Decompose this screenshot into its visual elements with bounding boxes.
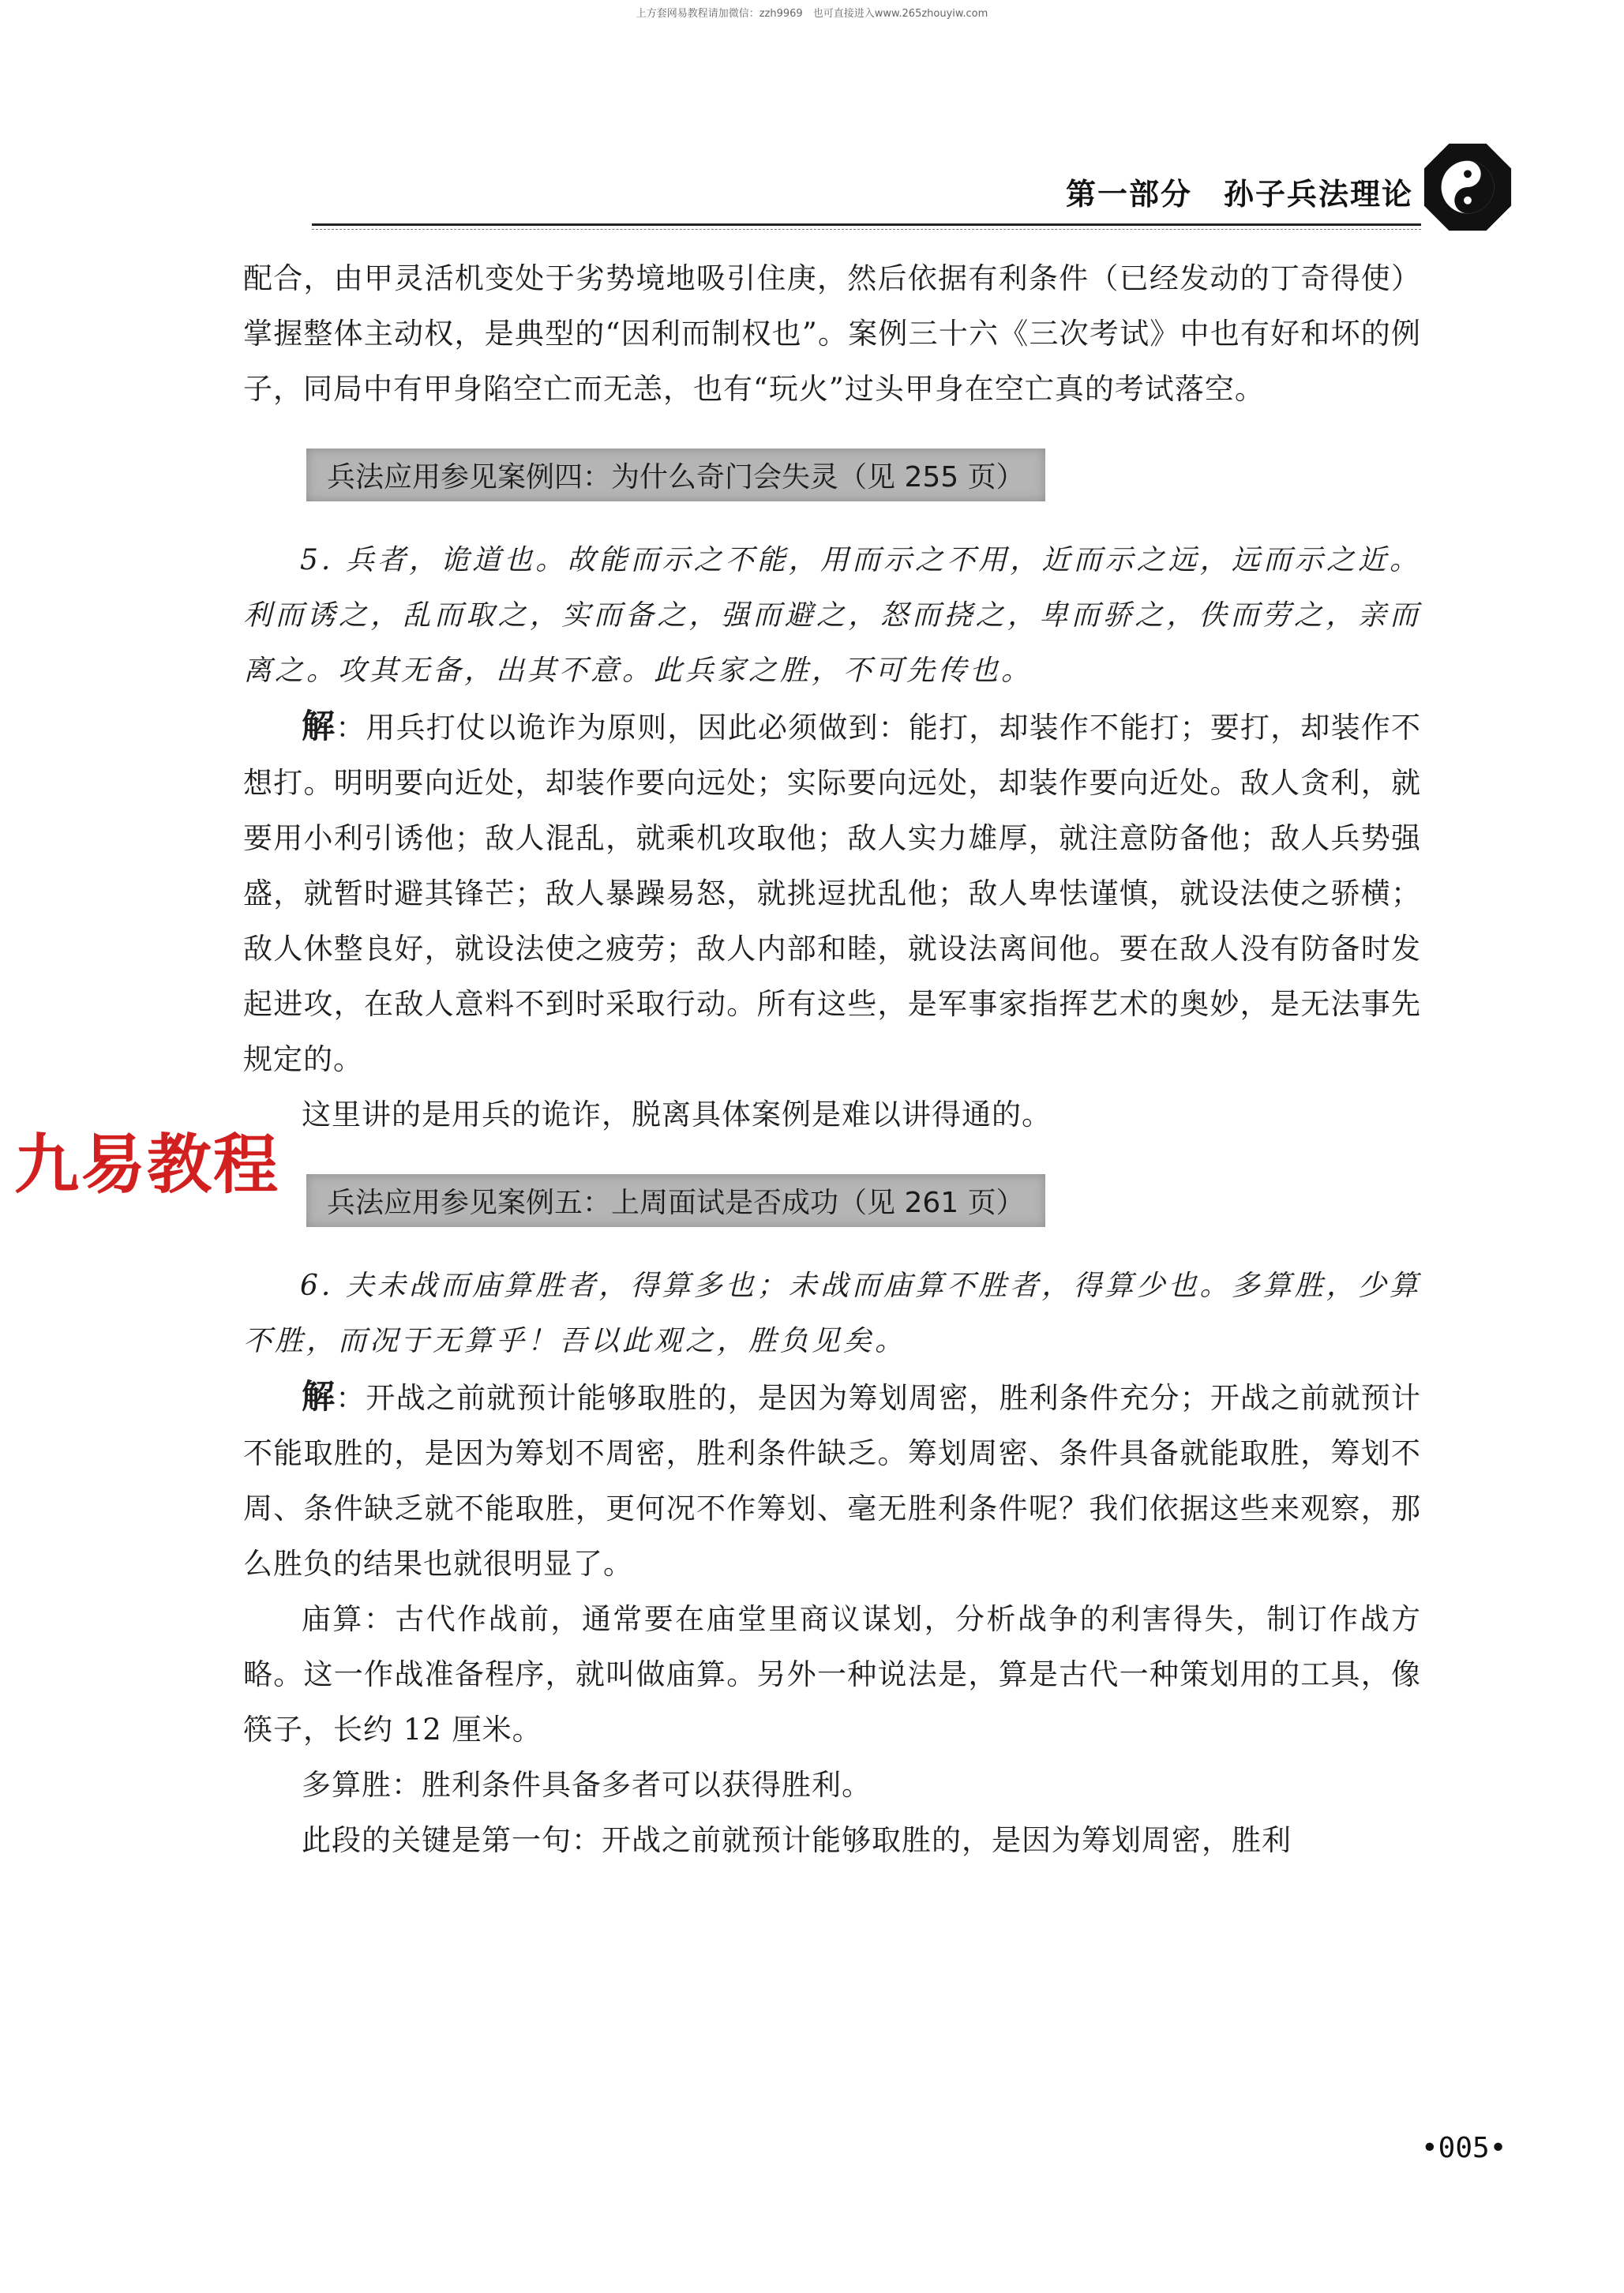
header-section: 第一部分 xyxy=(1065,177,1192,212)
explanation-label: 解 xyxy=(302,1377,336,1416)
classic-quote-6: 6. 夫未战而庙算胜者，得算多也；未战而庙算不胜者，得算少也。多算胜，少算不胜，而况于无算乎！吾以此观之，胜负见矣。 xyxy=(243,1270,1421,1357)
watermark: 九易教程 xyxy=(14,1128,280,1203)
key-point: 此段的关键是第一句：开战之前就预计能够取胜的，是因为筹划周密，胜利 xyxy=(302,1823,1292,1857)
case-reference-banner-5: 兵法应用参见案例五：上周面试是否成功（见 261 页） xyxy=(306,1174,1045,1227)
note-5: 这里讲的是用兵的诡诈，脱离具体案例是难以讲得通的。 xyxy=(302,1098,1052,1131)
paragraph-intro: 配合，由甲灵活机变处于劣势境地吸引住庚，然后依据有利条件（已经发动的丁奇得使）掌握整体主动权，是典型的“因利而制权也”。案例三十六《三次考试》中也有好和坏的例子，同局中有甲身陷空亡而无恙，也有“玩火”过头甲身在空亡真的考试落空。 xyxy=(243,261,1421,406)
classic-quote-5: 5. 兵者，诡道也。故能而示之不能，用而示之不用，近而示之远，远而示之近。利而诱之，乱而取之，实而备之，强而避之，怒而挠之，卑而骄之，佚而劳之，亲而离之。攻其无备，出其不意。此兵家之胜，不可先传也。 xyxy=(243,544,1421,687)
yin-yang-emblem-icon xyxy=(1421,141,1514,234)
header-rule xyxy=(312,223,1421,226)
explanation-6 xyxy=(243,1369,1421,1592)
explanation-5 xyxy=(243,699,1421,1087)
top-note: 上方套网易教程请加微信：zzh9969 也可直接进入www.265zhouyiw.com xyxy=(636,8,988,20)
page-number: •005• xyxy=(1421,2132,1507,2164)
page-content xyxy=(243,251,1421,1868)
explanation-text-5: ：用兵打仗以诡诈为原则，因此必须做到：能打，却装作不能打；要打，却装作不想打。明明要向近处，却装作要向远处；实际要向远处，却装作要向近处。敌人贪利，就要用小利引诱他；敌人混乱，就乘机攻取他；敌人实力雄厚，就注意防备他；敌人兵势强盛，就暂时避其锋芒；敌人暴躁易怒，就挑逗扰乱他；敌人卑怯谨慎，就设法使之骄横；敌人休整良好，就设法使之疲劳；敌人内部和睦，就设法离间他。要在敌人没有防备时发起进攻，在敌人意料不到时采取行动。所有这些，是军事家指挥艺术的奥妙，是无法事先规定的。 xyxy=(243,711,1421,1076)
header-title: 孙子兵法理论 xyxy=(1223,177,1413,212)
header-rule-dashed xyxy=(312,229,1421,230)
running-header xyxy=(1050,170,1413,213)
explanation-text-6: ：开战之前就预计能够取胜的，是因为筹划周密，胜利条件充分；开战之前就预计不能取胜的，是因为筹划不周密，胜利条件缺乏。筹划周密、条件具备就能取胜，筹划不周、条件缺乏就不能取胜，更何况不作筹划、毫无胜利条件呢？我们依据这些来观察，那么胜负的结果也就很明显了。 xyxy=(243,1381,1421,1581)
definition-duosuan: 多算胜：胜利条件具备多者可以获得胜利。 xyxy=(302,1768,872,1802)
explanation-label: 解 xyxy=(302,707,336,745)
definition-miaosuan: 庙算：古代作战前，通常要在庙堂里商议谋划，分析战争的利害得失，制订作战方略。这一作战准备程序，就叫做庙算。另外一种说法是，算是古代一种策划用的工具，像筷子，长约 12 厘米。 xyxy=(243,1602,1421,1747)
case-reference-banner-4: 兵法应用参见案例四：为什么奇门会失灵（见 255 页） xyxy=(306,448,1045,501)
